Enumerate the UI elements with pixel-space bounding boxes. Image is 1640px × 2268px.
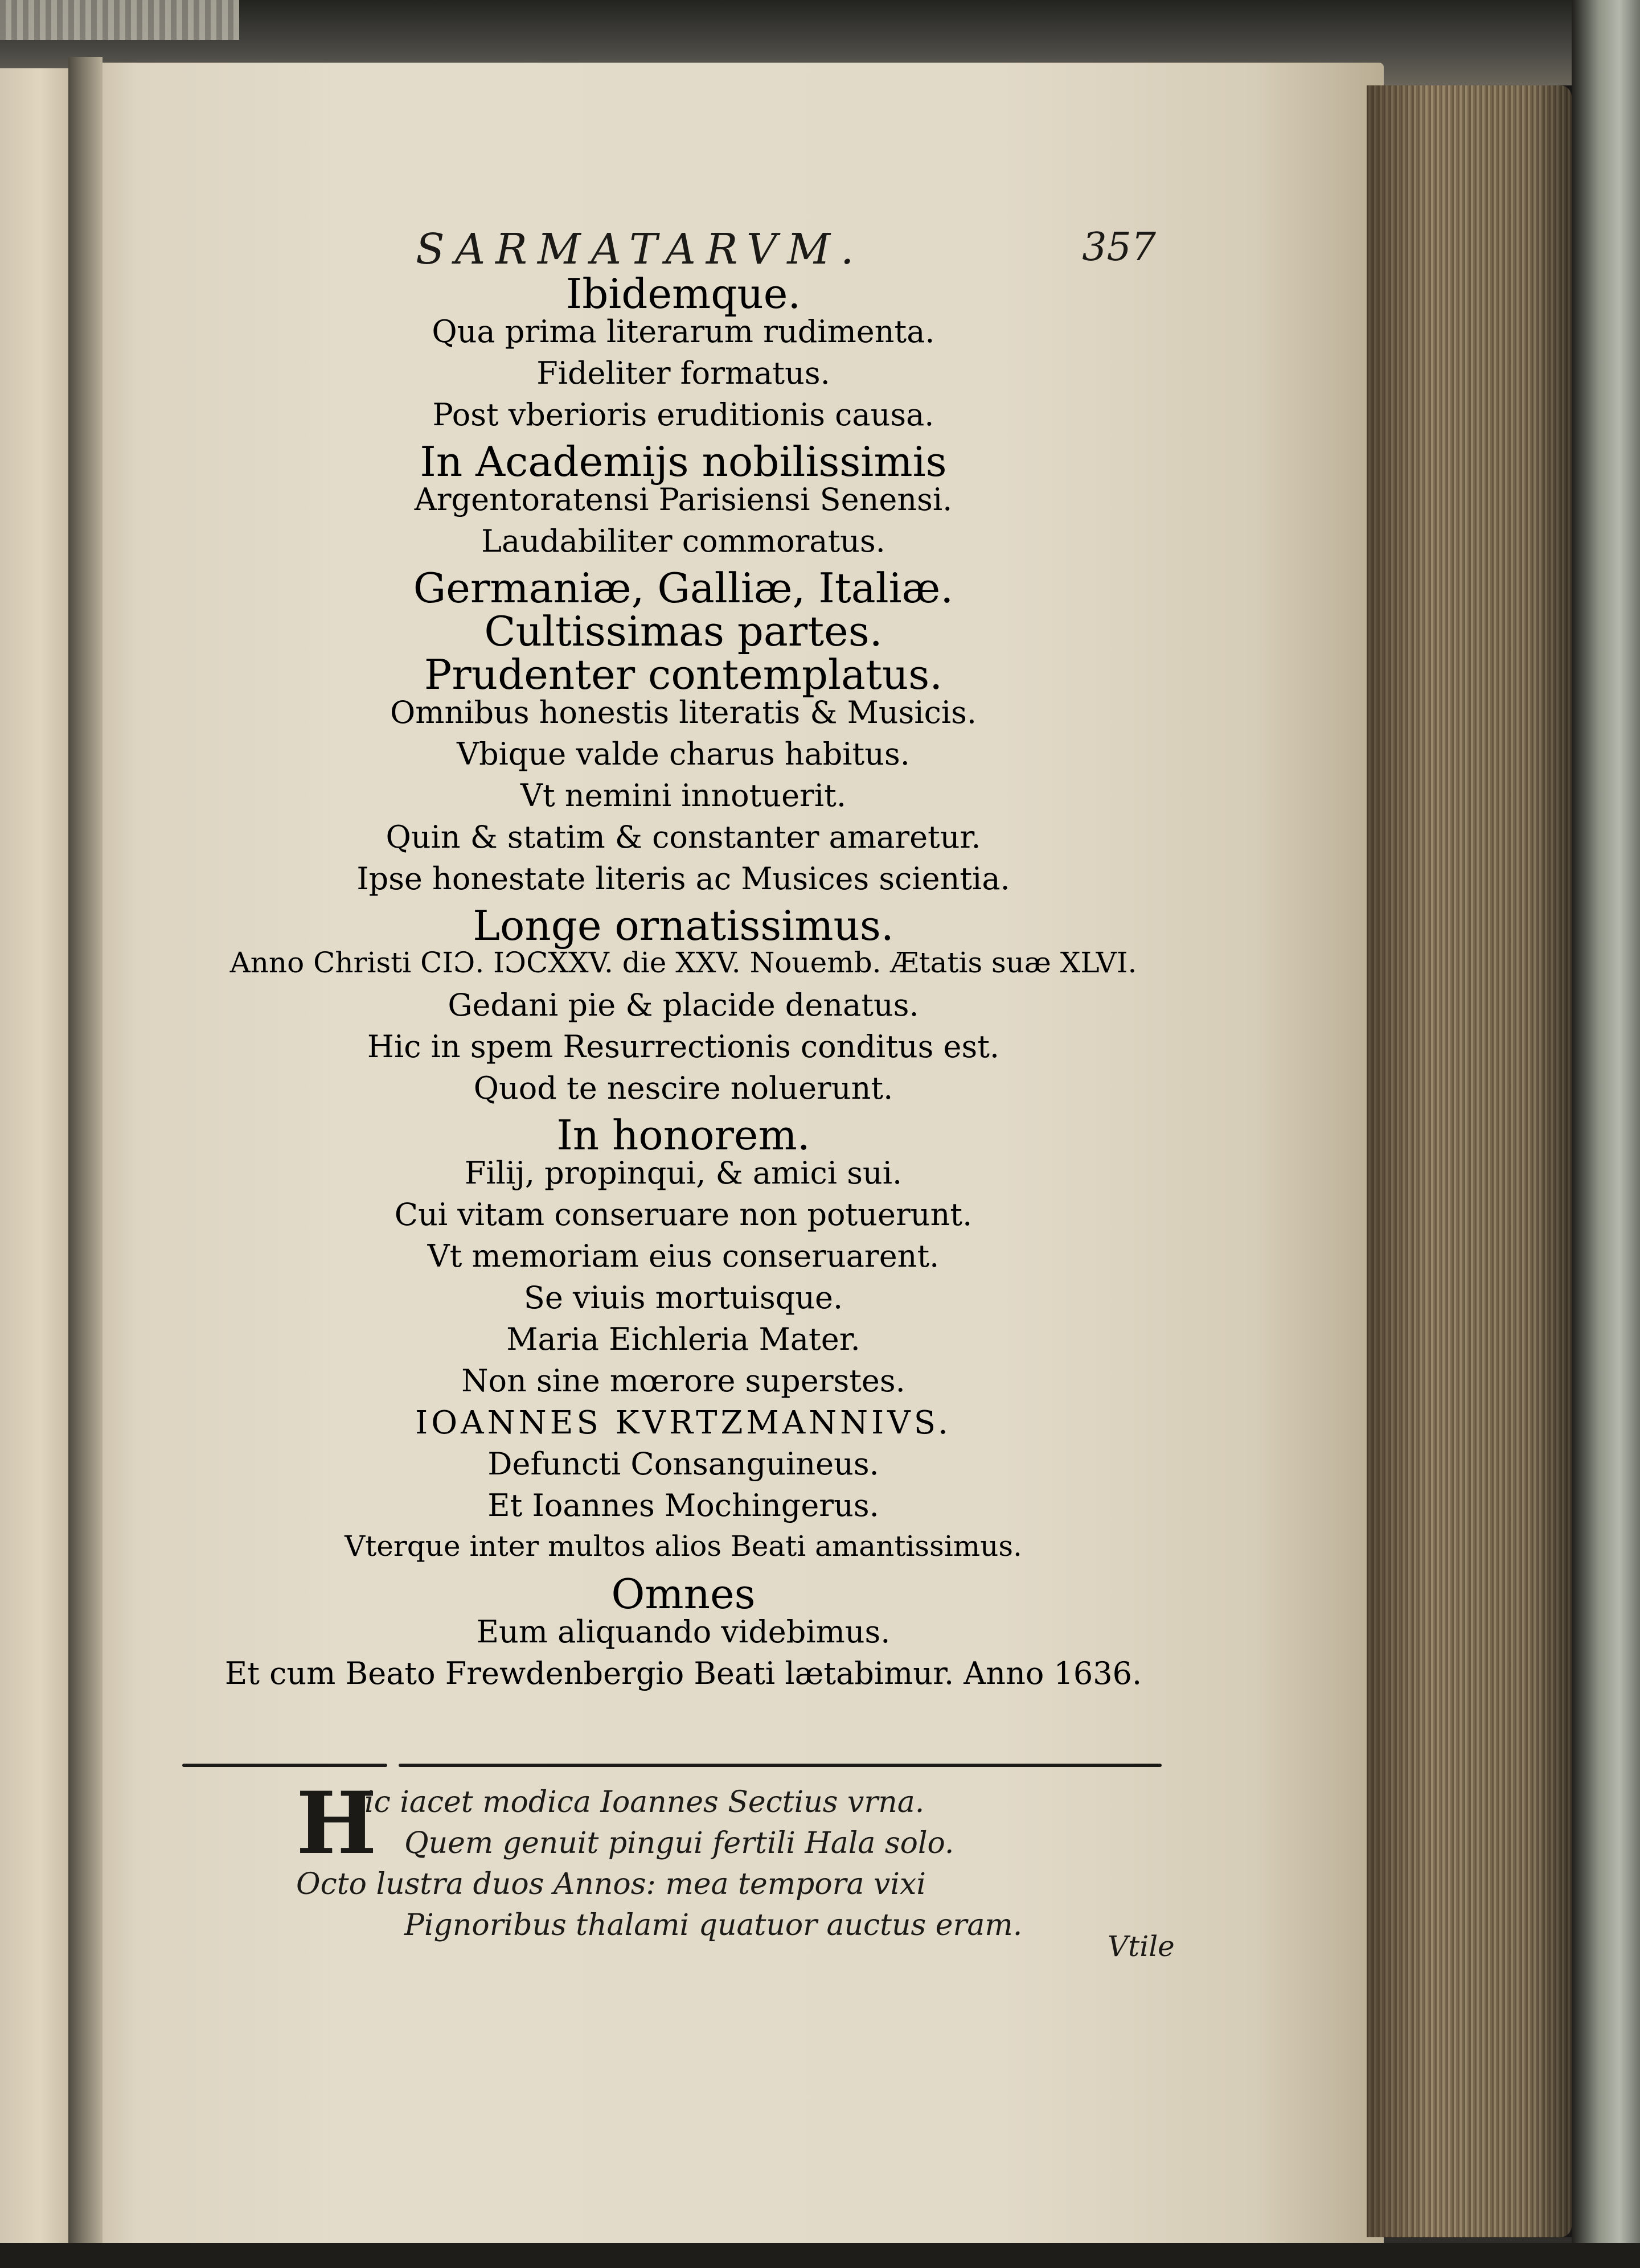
inscription-line: Gedani pie & placide denatus. [448,987,919,1023]
epitaph-dropcap: H [296,1773,377,1873]
rule-right [399,1764,1162,1767]
inscription-text [142,270,1224,1700]
facing-page-edge [0,68,80,2249]
inscription-line: Ipse honestate literis ac Musices scientia. [356,861,1010,897]
inscription-line: Post vberioris eruditionis causa. [432,397,934,433]
inscription-line: Fideliter formatus. [536,355,830,391]
page-number: 357 [1082,225,1156,270]
inscription-line: Germaniæ, Galliæ, Italiæ. [413,564,954,612]
inscription-line: Omnibus honestis literatis & Musicis. [390,695,977,730]
inscription-line: Argentoratensi Parisiensi Senensi. [414,482,953,517]
epitaph-verse [296,1773,1150,1946]
inscription-line: Longe ornatissimus. [473,902,894,950]
inscription-line: Vt memoriam eius conseruarent. [427,1238,940,1274]
headband [0,0,239,40]
catchword: Vtile [1108,1930,1175,1963]
inscription-line: In honorem. [556,1111,810,1159]
inscription-line: Omnes [611,1570,756,1618]
inscription-line: Eum aliquando videbimus. [476,1614,891,1650]
inscription-line: IOANNES KVRTZMANNIVS. [415,1404,952,1441]
inscription-line: Filij, propinqui, & amici sui. [464,1155,903,1191]
rule-left [182,1764,387,1767]
inscription-line: Et cum Beato Frewdenbergio Beati lætabimur. Anno 1636. [224,1655,1142,1691]
inscription-line: Defuncti Consanguineus. [487,1446,879,1482]
inscription-line: Ibidemque. [565,270,801,318]
inscription-line: Se viuis mortuisque. [523,1280,843,1316]
inscription-line: Maria Eichleria Mater. [506,1321,860,1357]
inscription-line: Prudenter contemplatus. [424,651,943,699]
inscription-line: Cui vitam conseruare non potuerunt. [394,1197,973,1232]
gutter-shadow [68,57,102,2266]
page-edges [1367,85,1572,2237]
inscription-line: Vterque inter multos alios Beati amantissimus. [345,1530,1022,1563]
epitaph-line: Pignoribus thalami quatuor auctus eram. [404,1908,1023,1942]
binding-bottom [0,2243,1640,2268]
inscription-line: Non sine mœrore superstes. [461,1363,905,1399]
inscription-line: Laudabiliter commoratus. [481,523,885,559]
epitaph-line: Octo lustra duos Annos: mea tempora vixi [296,1867,926,1901]
inscription-line: Quin & statim & constanter amaretur. [386,819,981,855]
inscription-line: Vbique valde charus habitus. [457,736,910,772]
inscription-line: Cultissimas partes. [484,607,883,655]
inscription-line: Vt nemini innotuerit. [520,778,846,813]
inscription-line: Quod te nescire noluerunt. [473,1070,893,1106]
running-title: SARMATARVM. [416,225,864,274]
inscription-line: Anno Christi CIƆ. IƆCXXV. die XXV. Nouemb. Ætatis suæ XLVI. [229,946,1137,979]
inscription-line: In Academijs nobilissimis [420,438,947,486]
book-cover [1572,0,1640,2268]
inscription-line: Et Ioannes Mochingerus. [487,1488,879,1523]
epitaph-line: Quem genuit pingui fertili Hala solo. [404,1826,954,1860]
inscription-line: Qua prima literarum rudimenta. [432,314,935,350]
epitaph-line: ic iacet modica Ioannes Sectius vrna. [364,1785,925,1819]
inscription-line: Hic in spem Resurrectionis conditus est. [367,1029,1000,1065]
